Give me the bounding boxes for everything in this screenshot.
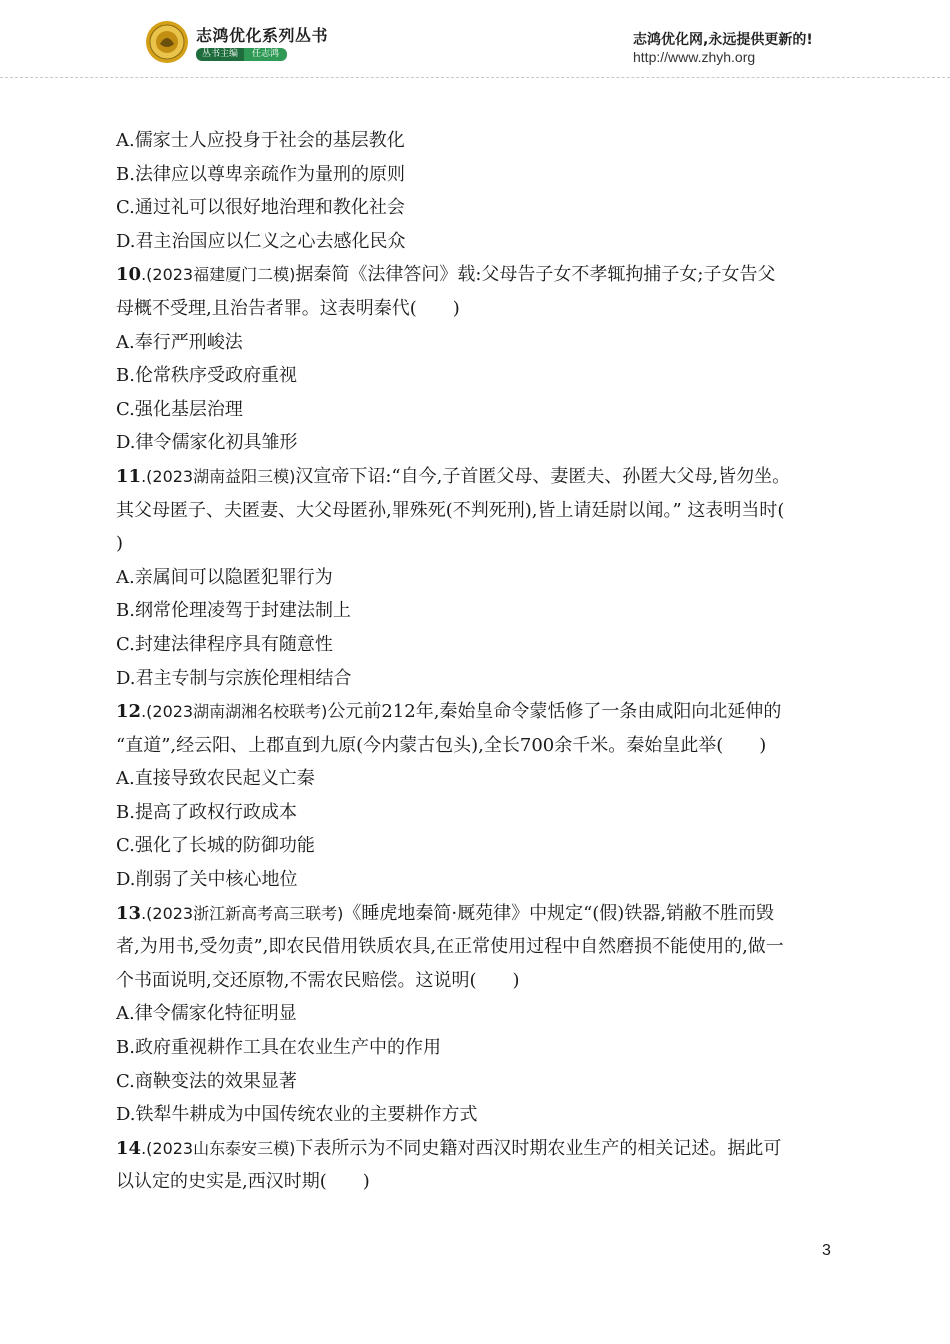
- text-line: [116, 393, 838, 427]
- text-line: [116, 628, 838, 662]
- slogan: 志鸿优化网,永远提供更新的!: [633, 32, 813, 48]
- line-text: 个书面说明,交还原物,不需农民赔偿。这说明( ): [116, 969, 520, 991]
- line-text: B.伦常秩序受政府重视: [116, 365, 297, 387]
- question-stem-line: [116, 258, 838, 292]
- line-text: D.君主专制与宗族伦理相结合: [116, 667, 352, 689]
- question-source: .(2023浙江新高考高三联考): [141, 903, 344, 923]
- line-text: 其父母匿子、夫匿妻、大父母匿孙,罪殊死(不判死刑),皆上请廷尉以闻。” 这表明当时(: [116, 499, 785, 521]
- question-content: [116, 124, 838, 1199]
- text-line: [116, 1065, 838, 1099]
- text-line: [116, 863, 838, 897]
- text-line: [116, 292, 838, 326]
- text-line: [116, 494, 838, 528]
- line-text: A.律令儒家化特征明显: [116, 1003, 297, 1025]
- line-text: 以认定的史实是,西汉时期( ): [116, 1171, 370, 1193]
- seal-logo-icon: [145, 20, 189, 64]
- question-stem-line: [116, 695, 838, 729]
- text-line: [116, 191, 838, 225]
- question-source: .(2023湖南湖湘名校联考): [141, 702, 328, 722]
- line-text: 据秦简《法律答问》载:父母告子女不孝辄拘捕子女;子女告父: [295, 264, 776, 286]
- text-line: [116, 158, 838, 192]
- text-line: [116, 1031, 838, 1065]
- line-text: A.亲属间可以隐匿犯罪行为: [116, 566, 333, 588]
- line-text: C.通过礼可以很好地治理和教化社会: [116, 197, 405, 219]
- line-text: “直道”,经云阳、上郡直到九原(今内蒙古包头),全长700余千米。秦始皇此举( ): [116, 734, 767, 756]
- question-stem-line: [116, 460, 838, 494]
- text-line: [116, 561, 838, 595]
- question-number: 11: [116, 465, 142, 487]
- text-line: [116, 225, 838, 259]
- text-line: [116, 426, 838, 460]
- text-line: [116, 930, 838, 964]
- line-text: C.商鞅变法的效果显著: [116, 1070, 297, 1092]
- line-text: B.政府重视耕作工具在农业生产中的作用: [116, 1037, 441, 1059]
- line-text: B.法律应以尊卑亲疏作为量刑的原则: [116, 163, 405, 185]
- text-line: [116, 1098, 838, 1132]
- question-number: 14: [116, 1137, 142, 1159]
- line-text: C.强化基层治理: [116, 398, 243, 420]
- series-title: 志鸿优化系列丛书: [196, 26, 329, 45]
- line-text: 汉宣帝下诏:“自今,子首匿父母、妻匿夫、孙匿大父母,皆勿坐。: [295, 465, 791, 487]
- line-text: B.纲常伦理凌驾于封建法制上: [116, 600, 351, 622]
- question-stem-line: [116, 897, 838, 931]
- question-source: .(2023湖南益阳三模): [141, 466, 296, 486]
- line-text: 下表所示为不同史籍对西汉时期农业生产的相关记述。据此可: [295, 1137, 782, 1159]
- line-text: D.君主治国应以仁义之心去感化民众: [116, 230, 406, 252]
- line-text: D.铁犁牛耕成为中国传统农业的主要耕作方式: [116, 1104, 478, 1126]
- line-text: B.提高了政权行政成本: [116, 801, 297, 823]
- line-text: A.奉行严刑峻法: [116, 331, 243, 353]
- site-url[interactable]: http://www.zhyh.org: [633, 49, 756, 65]
- text-line: [116, 729, 838, 763]
- line-text: 公元前212年,秦始皇命令蒙恬修了一条由咸阳向北延伸的: [327, 701, 782, 723]
- line-text: C.封建法律程序具有随意性: [116, 633, 333, 655]
- line-text: D.律令儒家化初具雏形: [116, 432, 298, 454]
- text-line: [116, 796, 838, 830]
- line-text: C.强化了长城的防御功能: [116, 835, 315, 857]
- question-stem-line: [116, 1132, 838, 1166]
- page-number: 3: [822, 1242, 831, 1259]
- page-header: [0, 0, 950, 90]
- text-line: [116, 594, 838, 628]
- line-text: 母概不受理,且治告者罪。这表明秦代( ): [116, 297, 460, 319]
- question-number: 10: [116, 264, 142, 286]
- editor-badge: [196, 48, 287, 61]
- text-line: [116, 527, 838, 561]
- question-number: 12: [116, 701, 142, 723]
- editor-label: 丛书主编: [196, 48, 244, 61]
- text-line: [116, 829, 838, 863]
- line-text: A.儒家士人应投身于社会的基层教化: [116, 130, 405, 151]
- text-line: [116, 762, 838, 796]
- text-line: [116, 997, 838, 1031]
- text-line: [116, 359, 838, 393]
- text-line: [116, 124, 838, 158]
- line-text: D.削弱了关中核心地位: [116, 869, 298, 891]
- line-text: ): [116, 533, 124, 555]
- header-divider: [0, 77, 950, 78]
- question-source: .(2023山东泰安三模): [141, 1138, 296, 1158]
- line-text: 者,为用书,受勿责”,即农民借用铁质农具,在正常使用过程中自然磨损不能使用的,做一: [116, 936, 784, 958]
- text-line: [116, 1165, 838, 1199]
- text-line: [116, 662, 838, 696]
- text-line: [116, 326, 838, 360]
- question-source: .(2023福建厦门二模): [141, 265, 296, 285]
- editor-name: 任志鸿: [244, 48, 287, 61]
- line-text: A.直接导致农民起义亡秦: [116, 768, 315, 790]
- question-number: 13: [116, 902, 142, 924]
- line-text: 《睡虎地秦简·厩苑律》中规定“(假)铁器,销敝不胜而毁: [343, 902, 775, 924]
- text-line: [116, 964, 838, 998]
